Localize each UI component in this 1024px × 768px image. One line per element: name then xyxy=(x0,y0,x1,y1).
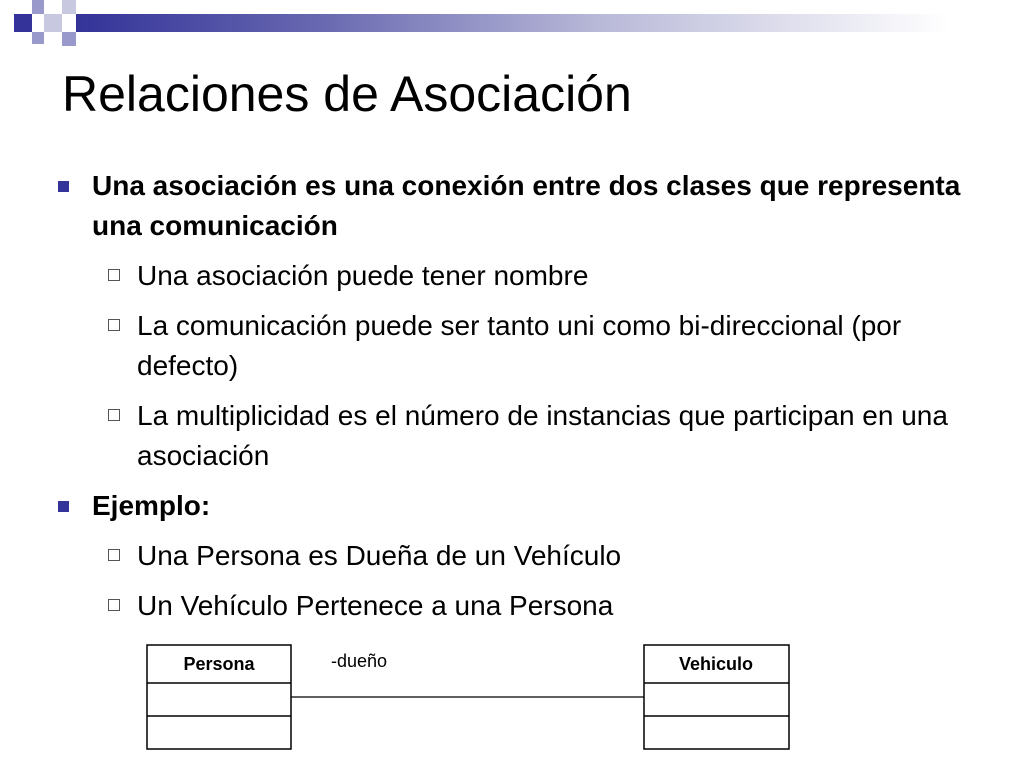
bullet-text: Una asociación es una conexión entre dos clases que representa una comunicación xyxy=(92,170,961,241)
sub-bullet-text: Una Persona es Dueña de un Vehículo xyxy=(137,540,622,571)
sub-bullet-text: La multiplicidad es el número de instancias que participan en una asociación xyxy=(137,400,948,471)
class-name-vehiculo: Vehiculo xyxy=(678,654,754,674)
sub-bullet-text: La comunicación puede ser tanto uni como bi-direccional (por defecto) xyxy=(137,310,902,381)
slide-title: Relaciones de Asociación xyxy=(62,66,632,122)
sub-bullet-text: Un Vehículo Pertenece a una Persona xyxy=(137,590,614,621)
sub-bullet-text: Una asociación puede tener nombre xyxy=(137,260,589,291)
bullet-text: Ejemplo: xyxy=(92,490,211,521)
association-role-label: -dueño xyxy=(331,651,388,671)
uml-class-vehiculo xyxy=(644,645,789,749)
class-name-persona: Persona xyxy=(183,654,255,674)
uml-class-persona xyxy=(147,645,291,749)
